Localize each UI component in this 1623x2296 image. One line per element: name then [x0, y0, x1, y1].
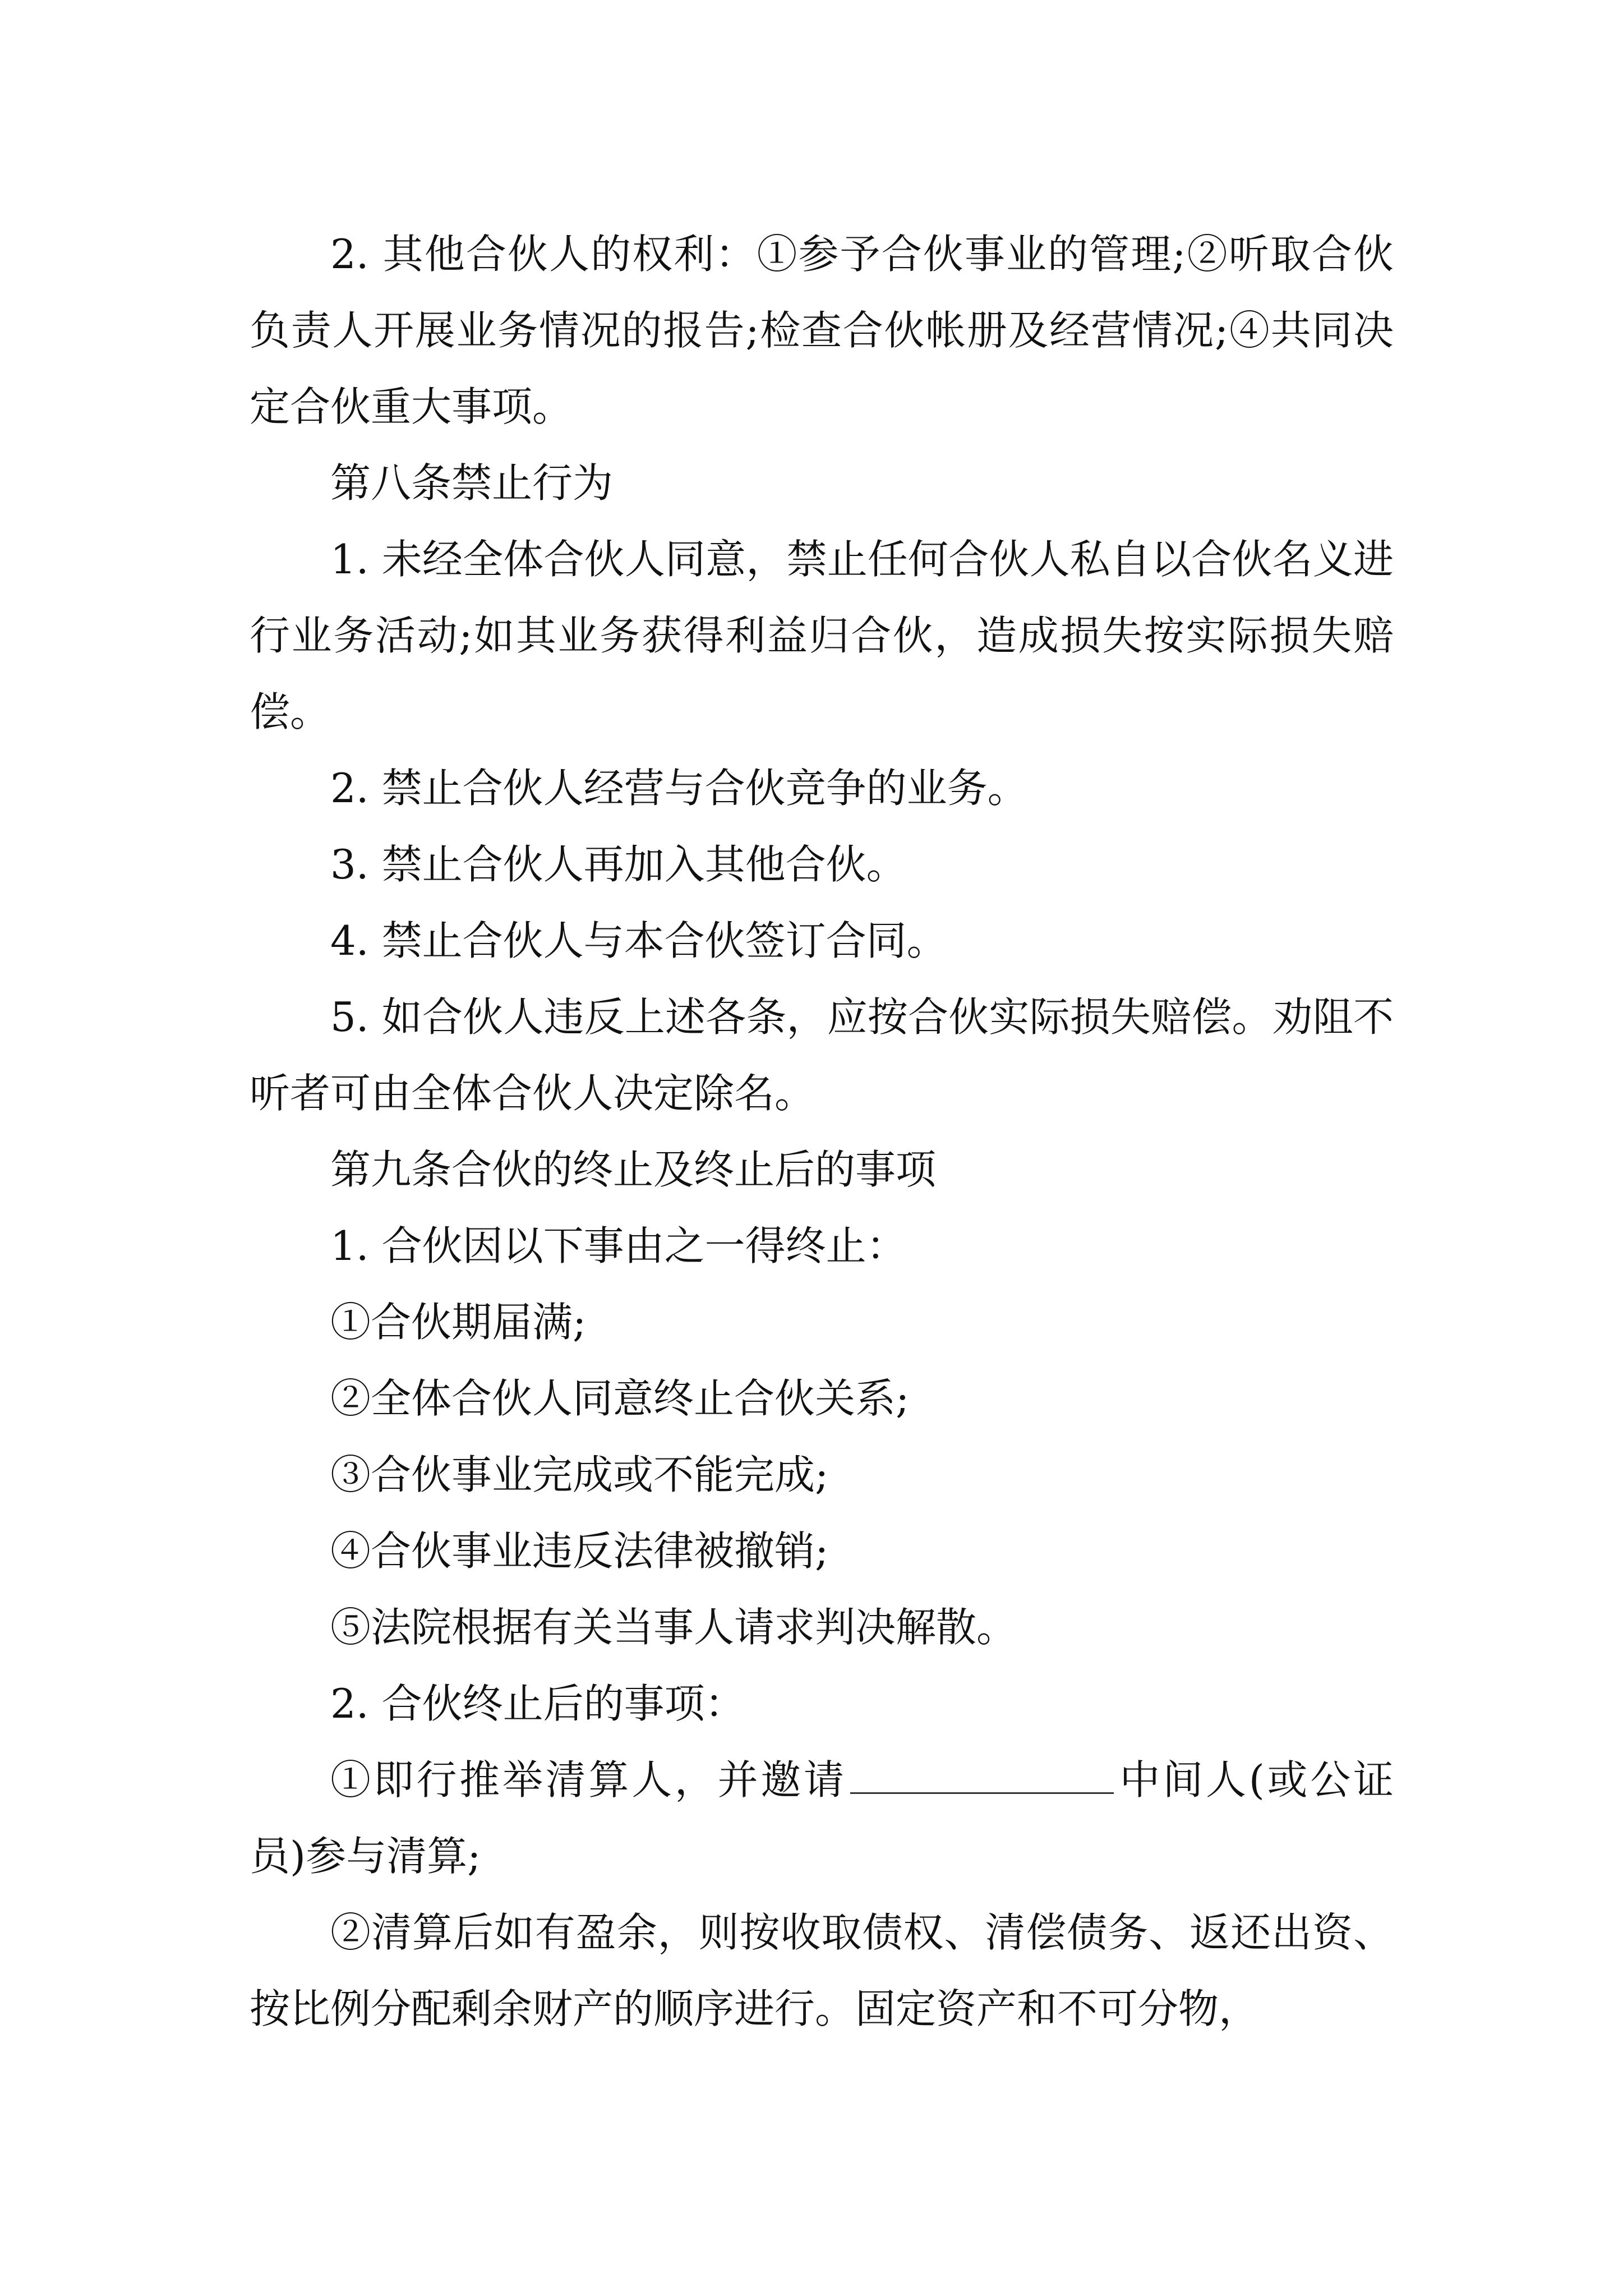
paragraph-prohibition-1: 1. 未经全体合伙人同意，禁止任何合伙人私自以合伙名义进行业务活动;如其业务获得利益归合伙，造成损失按实际损失赔偿。 [250, 536, 1394, 735]
paragraph-prohibition-3: 3. 禁止合伙人再加入其他合伙。 [330, 841, 907, 888]
paragraph-other-partners-rights: 2. 其他合伙人的权利：①参予合伙事业的管理;②听取合伙负责人开展业务情况的报告;检查合伙帐册及经营情况;④共同决定合伙重大事项。 [250, 231, 1394, 430]
list-item-court-dissolution: ⑤法院根据有关当事人请求判决解散。 [330, 1604, 1017, 1651]
paragraph-prohibition-5: 5. 如合伙人违反上述各条，应按合伙实际损失赔偿。劝阻不听者可由全体合伙人决定除名。 [250, 993, 1394, 1117]
paragraph-prohibition-4: 4. 禁止合伙人与本合伙签订合同。 [330, 917, 947, 964]
paragraph-liquidator [250, 1742, 1394, 1894]
article-8-heading: 第八条禁止行为 [330, 459, 614, 507]
paragraph-prohibition-2: 2. 禁止合伙人经营与合伙竞争的业务。 [330, 765, 1028, 812]
list-item-business-complete: ③合伙事业完成或不能完成; [330, 1451, 829, 1498]
liquidator-text-end: 中间人(或公证员)参与清算; [250, 1756, 1394, 1880]
list-item-revoked: ④合伙事业违反法律被撤销; [330, 1527, 829, 1575]
paragraph-surplus-distribution: ②清算后如有盈余，则按收取债权、清偿债务、返还出资、按比例分配剩余财产的顺序进行。固定资产和不可分物， [250, 1909, 1394, 2032]
article-9-heading: 第九条合伙的终止及终止后的事项 [330, 1146, 937, 1193]
fill-in-blank [850, 1759, 1114, 1794]
list-item-all-agree: ②全体合伙人同意终止合伙关系; [330, 1375, 910, 1422]
document-body [250, 216, 1394, 2047]
list-item-term-expired: ①合伙期届满; [330, 1299, 587, 1346]
liquidator-text-start: ①即行推举清算人，并邀请 [330, 1756, 847, 1803]
paragraph-post-termination: 2. 合伙终止后的事项： [330, 1680, 745, 1727]
paragraph-termination-causes: 1. 合伙因以下事由之一得终止： [330, 1222, 907, 1269]
